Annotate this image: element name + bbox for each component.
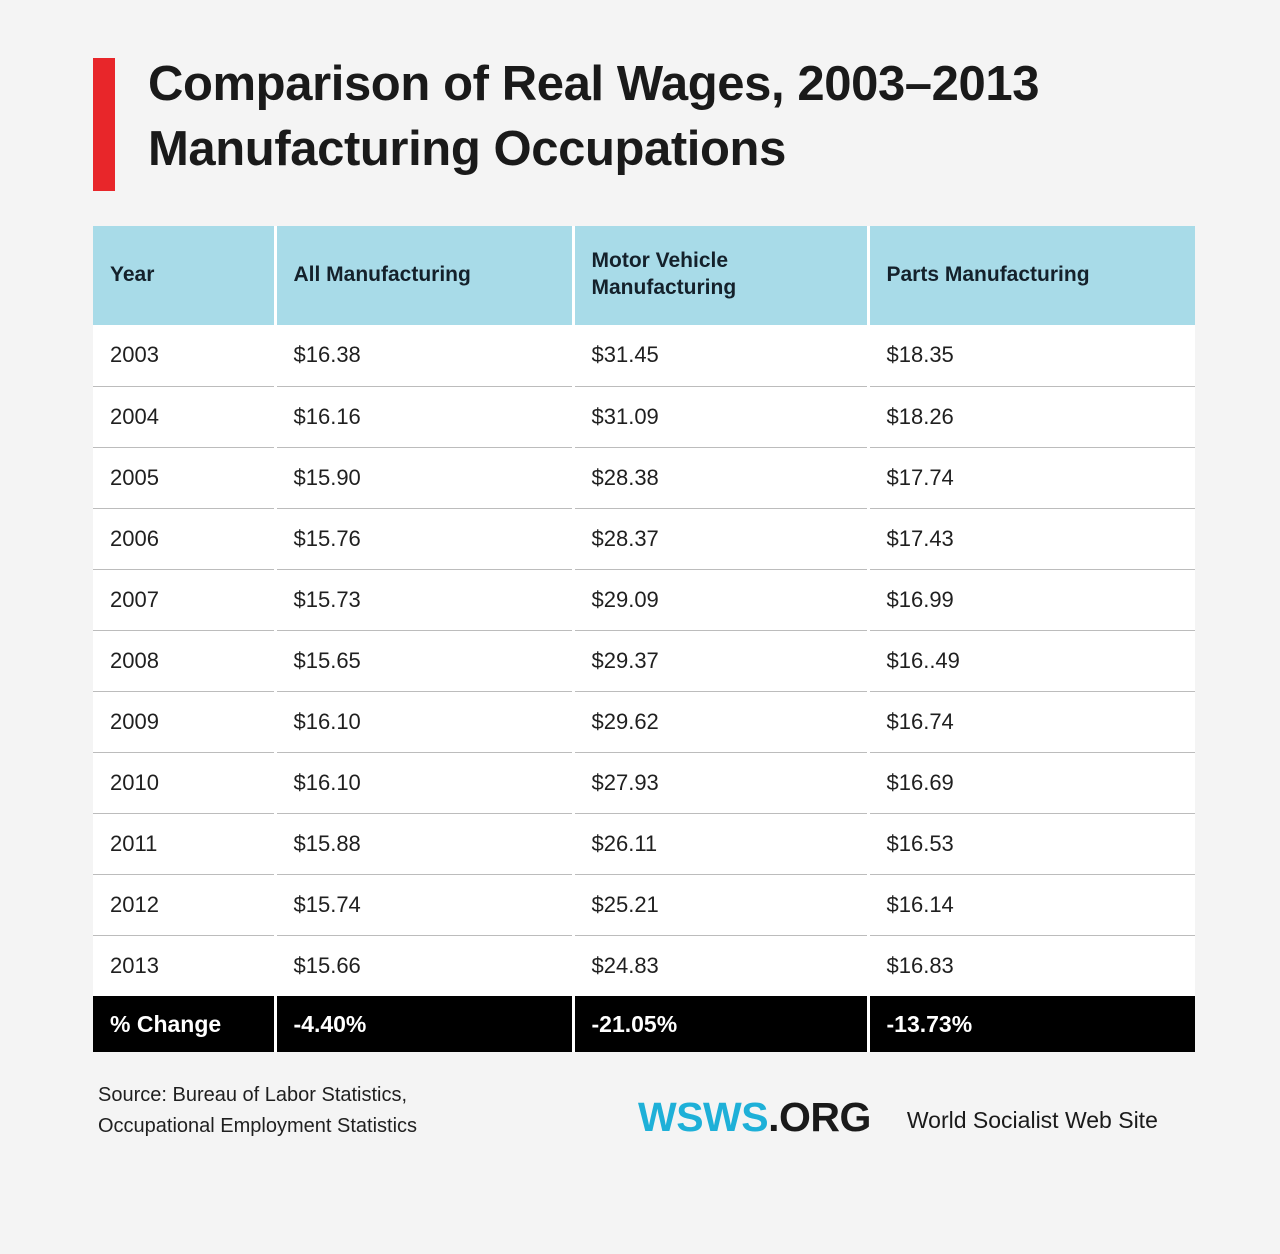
column-header-all-manufacturing: All Manufacturing <box>275 226 573 325</box>
cell-parts: $16..49 <box>868 630 1195 691</box>
brand-logo <box>638 1094 1158 1141</box>
table-row <box>93 325 1195 386</box>
cell-year: 2010 <box>93 752 275 813</box>
cell-year: 2008 <box>93 630 275 691</box>
cell-all-manufacturing: $15.73 <box>275 569 573 630</box>
table-footer <box>93 996 1195 1052</box>
source-line-2: Occupational Employment Statistics <box>98 1115 418 1137</box>
table-row <box>93 752 1195 813</box>
table-row <box>93 630 1195 691</box>
cell-motor-vehicle: $27.93 <box>573 752 868 813</box>
table-row <box>93 691 1195 752</box>
brand-org-text: .ORG <box>768 1094 871 1140</box>
cell-all-manufacturing: $15.76 <box>275 508 573 569</box>
column-header-year: Year <box>93 226 275 325</box>
cell-motor-vehicle: $29.09 <box>573 569 868 630</box>
cell-all-manufacturing: $15.90 <box>275 447 573 508</box>
cell-parts: $17.43 <box>868 508 1195 569</box>
cell-all-manufacturing: $16.16 <box>275 386 573 447</box>
cell-motor-vehicle: $28.37 <box>573 508 868 569</box>
source-line-1: Source: Bureau of Labor Statistics, <box>98 1084 408 1106</box>
cell-year: 2006 <box>93 508 275 569</box>
cell-all-manufacturing: $15.65 <box>275 630 573 691</box>
cell-parts: $16.74 <box>868 691 1195 752</box>
cell-motor-vehicle: $29.62 <box>573 691 868 752</box>
wages-table <box>93 226 1195 1052</box>
cell-all-manufacturing: $16.10 <box>275 752 573 813</box>
page-title <box>0 0 1280 191</box>
cell-all-manufacturing: $16.10 <box>275 691 573 752</box>
table-row <box>93 386 1195 447</box>
cell-year: 2005 <box>93 447 275 508</box>
column-header-motor-vehicle-manufacturing <box>573 226 868 325</box>
cell-motor-vehicle: $31.09 <box>573 386 868 447</box>
cell-year: 2011 <box>93 813 275 874</box>
table-footer-row <box>93 996 1195 1052</box>
cell-year: 2013 <box>93 935 275 996</box>
cell-all-manufacturing: $15.74 <box>275 874 573 935</box>
title-line-2: Manufacturing Occupations <box>148 122 786 177</box>
cell-all-manufacturing: $15.88 <box>275 813 573 874</box>
table-row <box>93 508 1195 569</box>
table-row <box>93 874 1195 935</box>
footer-label-pct-change: % Change <box>93 996 275 1052</box>
cell-year: 2007 <box>93 569 275 630</box>
cell-parts: $16.83 <box>868 935 1195 996</box>
cell-all-manufacturing: $15.66 <box>275 935 573 996</box>
column-header-parts-manufacturing: Parts Manufacturing <box>868 226 1195 325</box>
table-row <box>93 813 1195 874</box>
footer <box>0 1080 1280 1180</box>
footer-pct-parts: -13.73% <box>868 996 1195 1052</box>
cell-motor-vehicle: $29.37 <box>573 630 868 691</box>
source-note <box>98 1080 417 1142</box>
table-row <box>93 447 1195 508</box>
table-row <box>93 935 1195 996</box>
cell-parts: $16.14 <box>868 874 1195 935</box>
title-text <box>148 52 1039 182</box>
table-row <box>93 569 1195 630</box>
brand-full-name: World Socialist Web Site <box>906 1107 1158 1133</box>
cell-year: 2012 <box>93 874 275 935</box>
cell-parts: $16.99 <box>868 569 1195 630</box>
wages-table-container <box>93 226 1195 1052</box>
brand-wsws-text: WSWS <box>638 1094 769 1140</box>
cell-year: 2003 <box>93 325 275 386</box>
title-line-1: Comparison of Real Wages, 2003–2013 <box>148 57 1040 111</box>
cell-motor-vehicle: $28.38 <box>573 447 868 508</box>
cell-motor-vehicle: $25.21 <box>573 874 868 935</box>
cell-parts: $18.35 <box>868 325 1195 386</box>
cell-parts: $17.74 <box>868 447 1195 508</box>
cell-motor-vehicle: $31.45 <box>573 325 868 386</box>
column-header-motor-vehicle-line-1: Motor Vehicle <box>591 249 729 273</box>
cell-motor-vehicle: $26.11 <box>573 813 868 874</box>
cell-all-manufacturing: $16.38 <box>275 325 573 386</box>
cell-motor-vehicle: $24.83 <box>573 935 868 996</box>
cell-parts: $18.26 <box>868 386 1195 447</box>
column-header-motor-vehicle-line-2: Manufacturing <box>591 275 737 299</box>
footer-pct-all-manufacturing: -4.40% <box>275 996 573 1052</box>
cell-parts: $16.69 <box>868 752 1195 813</box>
table-header-row <box>93 226 1195 325</box>
title-accent-bar <box>93 58 115 191</box>
footer-pct-motor-vehicle: -21.05% <box>573 996 868 1052</box>
cell-year: 2004 <box>93 386 275 447</box>
cell-parts: $16.53 <box>868 813 1195 874</box>
cell-year: 2009 <box>93 691 275 752</box>
table-header <box>93 226 1195 325</box>
table-body <box>93 325 1195 996</box>
